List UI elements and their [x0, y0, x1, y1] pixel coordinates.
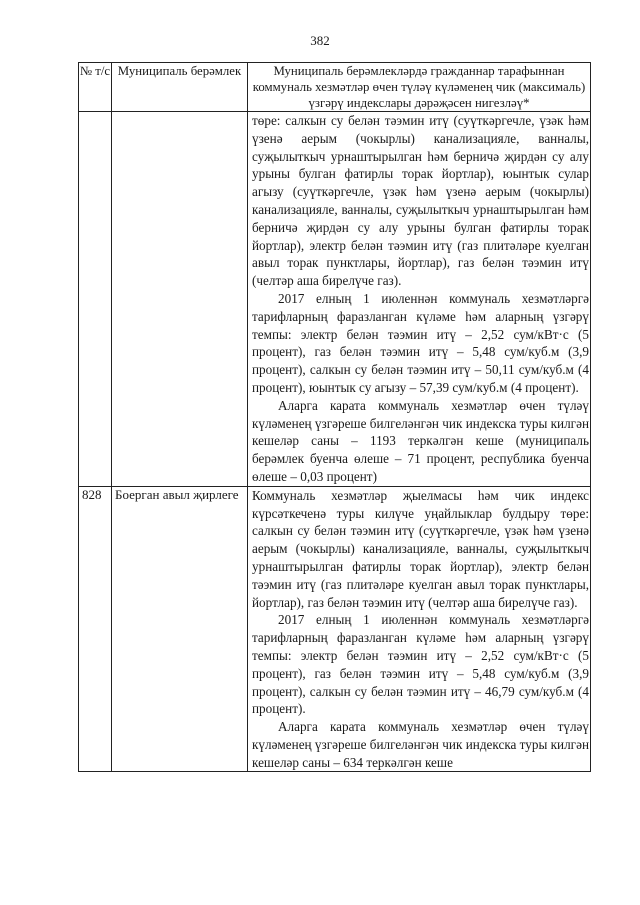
row-number: 828: [79, 486, 112, 772]
table-row: [79, 486, 591, 772]
table-header-row: [79, 63, 591, 112]
municipality-name: [112, 112, 248, 487]
description-paragraph: төре: салкын су белән тәэмин итү (суүткәргечле, үзәк һәм үзенә аерым (чокырлы) канализацияле, ванналы, суҗылыткыч урнаштырылган һәм берничә җирдән су алу урыны булган фатирлы торак йортлар), юынтык сулар агызу (суүткәргечле, үзәк һәм үзенә аерым (чокырлы) канализацияле, ванналы, суҗылыткыч урнаштырылган һәм берничә җирдән су алу урыны булган фатирлы торак йортлар), электр белән тәэмин итү (газ плитәләре куелган авыл торак пунктлары, йортлар), газ белән тәэмин итү (челтәр аша бирелүче газ).: [252, 113, 589, 289]
description-paragraph: Коммуналь хезмәтләр җыелмасы һәм чик индекс күрсәткеченә туры килүче уңайлыклар булдыру төре: салкын су белән тәэмин итү (суүткәргечле, үзәк һәм үзенә аерым (чокырлы) канализацияле, ванналы, суҗылыткыч урнаштырылган фатирлы торак йортлар), электр белән тәэмин итү (газ плитәләре куелган авыл торак пунктлары, йортлар), газ белән тәэмин итү (челтәр аша бирелүче газ).: [252, 487, 589, 610]
page-number: 382: [310, 33, 330, 48]
table-row: [79, 112, 591, 487]
description-paragraph: Аларга карата коммуналь хезмәтләр өчен түләү күләменең үзгәреше билгеләнгән чик индекска туры килгән кешеләр саны – 634 теркәлгән кеше: [252, 719, 589, 770]
municipality-name: Боерган авыл җирлеге: [112, 486, 248, 772]
description-cell: [248, 112, 591, 487]
header-num: № т/с: [79, 63, 112, 112]
description-cell: [248, 486, 591, 772]
description-paragraph: 2017 елның 1 июленнән коммуналь хезмәтләргә тарифларның фаразланган күләме һәм аларның үзгәрү темпы: электр белән тәэмин итү – 2,52 сум/кВт·с (5 процент), газ белән тәэмин итү – 5,48 сум/куб.м (3,9 процент), салкын су белән тәэмин итү – 50,11 сум/куб.м (4 процент), юынтык су агызу – 57,39 сум/куб.м (4 процент).: [252, 290, 589, 395]
row-number: [79, 112, 112, 487]
description-paragraph: 2017 елның 1 июленнән коммуналь хезмәтләргә тарифларның фаразланган күләме һәм аларның үзгәрү темпы: электр белән тәэмин итү – 2,52 сум/кВт·с (5 процент), газ белән тәэмин итү – 5,48 сум/куб.м (3,9 процент), салкын су белән тәэмин итү – 46,79 сум/куб.м (4 процент).: [252, 612, 589, 717]
header-municipality: Муниципаль берәмлек: [112, 63, 248, 112]
tariff-table: [78, 62, 591, 772]
description-paragraph: Аларга карата коммуналь хезмәтләр өчен түләү күләменең үзгәреше билгеләнгән чик индекска туры килгән кешеләр саны – 1193 теркәлгән кеше (муниципаль берәмлек буенча өлеше – 71 процент, республика буенча өлеше – 0,03 процент): [252, 397, 589, 484]
header-description: Муниципаль берәмлекләрдә гражданнар тарафыннан коммуналь хезмәтләр өчен түләү күләменең чик (максималь) үзгәрү индекслары дәрәҗәсен нигезләү*: [248, 63, 591, 112]
